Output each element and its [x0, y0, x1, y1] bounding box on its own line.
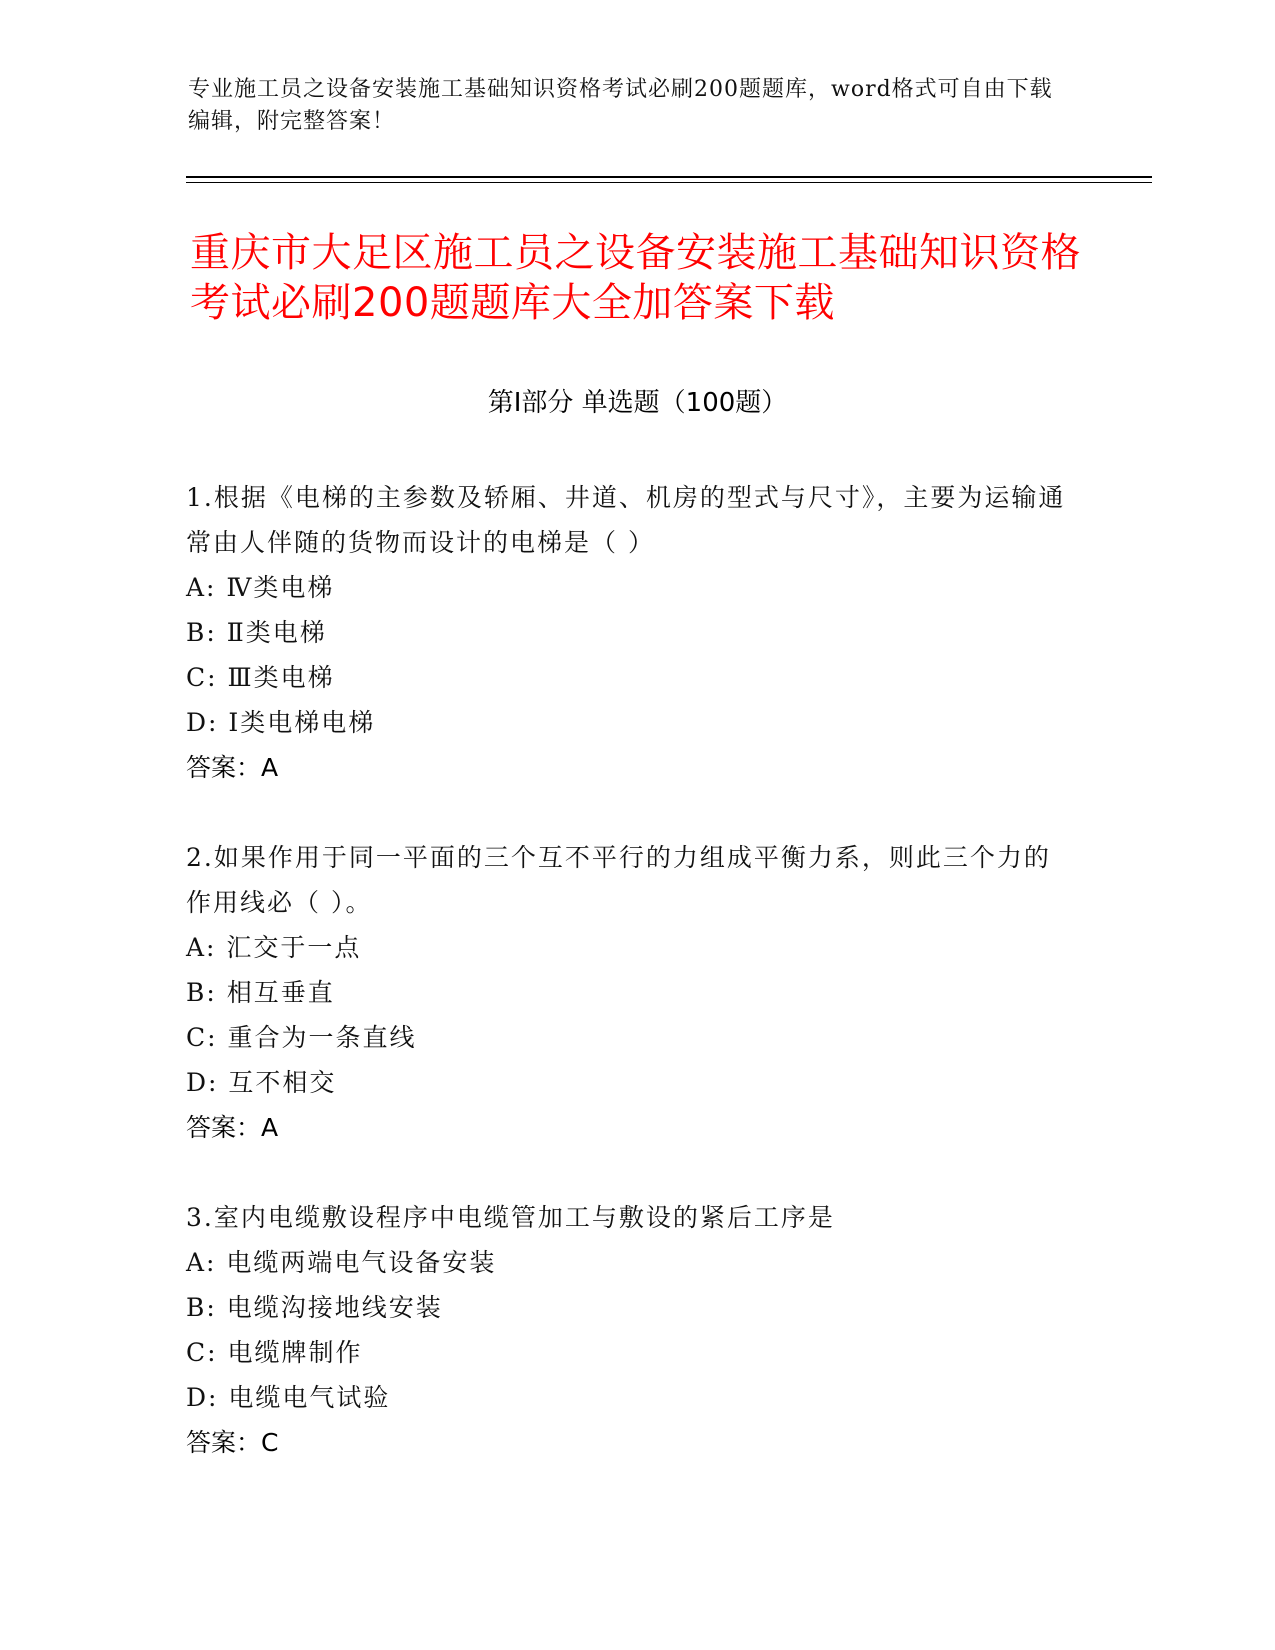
header-divider-thick [186, 176, 1152, 178]
question-block [186, 1195, 1066, 1465]
answer-line: 答案：C [186, 1428, 279, 1457]
option-d: D: 互不相交 [186, 1068, 337, 1097]
question-block [186, 475, 1066, 790]
option-c: C: 电缆牌制作 [186, 1338, 363, 1367]
option-d: D: 电缆电气试验 [186, 1383, 391, 1412]
answer-line: 答案：A [186, 753, 279, 782]
option-a: A: 汇交于一点 [186, 933, 362, 962]
header-note: 专业施工员之设备安装施工基础知识资格考试必刷200题题库，word格式可自由下载编辑，附完整答案！ [188, 77, 1053, 134]
option-a: A: 电缆两端电气设备安装 [186, 1248, 497, 1277]
option-b: B: 电缆沟接地线安装 [186, 1293, 443, 1322]
option-c: C: Ⅲ类电梯 [186, 663, 335, 692]
document-title: 重庆市大足区施工员之设备安装施工基础知识资格考试必刷200题题库大全加答案下载 [190, 230, 1081, 326]
question-stem: 3.室内电缆敷设程序中电缆管加工与敷设的紧后工序是 [186, 1203, 835, 1232]
question-stem: 2.如果作用于同一平面的三个互不平行的力组成平衡力系，则此三个力的作用线必（ ）。 [186, 843, 1051, 917]
option-b: B: Ⅱ类电梯 [186, 618, 327, 647]
section-heading: 第Ⅰ部分 单选题（100题） [487, 388, 788, 418]
option-a: A: Ⅳ类电梯 [186, 573, 335, 602]
option-b: B: 相互垂直 [186, 978, 335, 1007]
option-c: C: 重合为一条直线 [186, 1023, 417, 1052]
answer-line: 答案：A [186, 1113, 279, 1142]
question-stem: 1.根据《电梯的主参数及轿厢、井道、机房的型式与尺寸》，主要为运输通常由人伴随的货物而设计的电梯是（ ） [186, 483, 1066, 557]
header-divider-thin [186, 182, 1152, 183]
option-d: D: Ⅰ类电梯电梯 [186, 708, 376, 737]
question-block [186, 835, 1066, 1150]
